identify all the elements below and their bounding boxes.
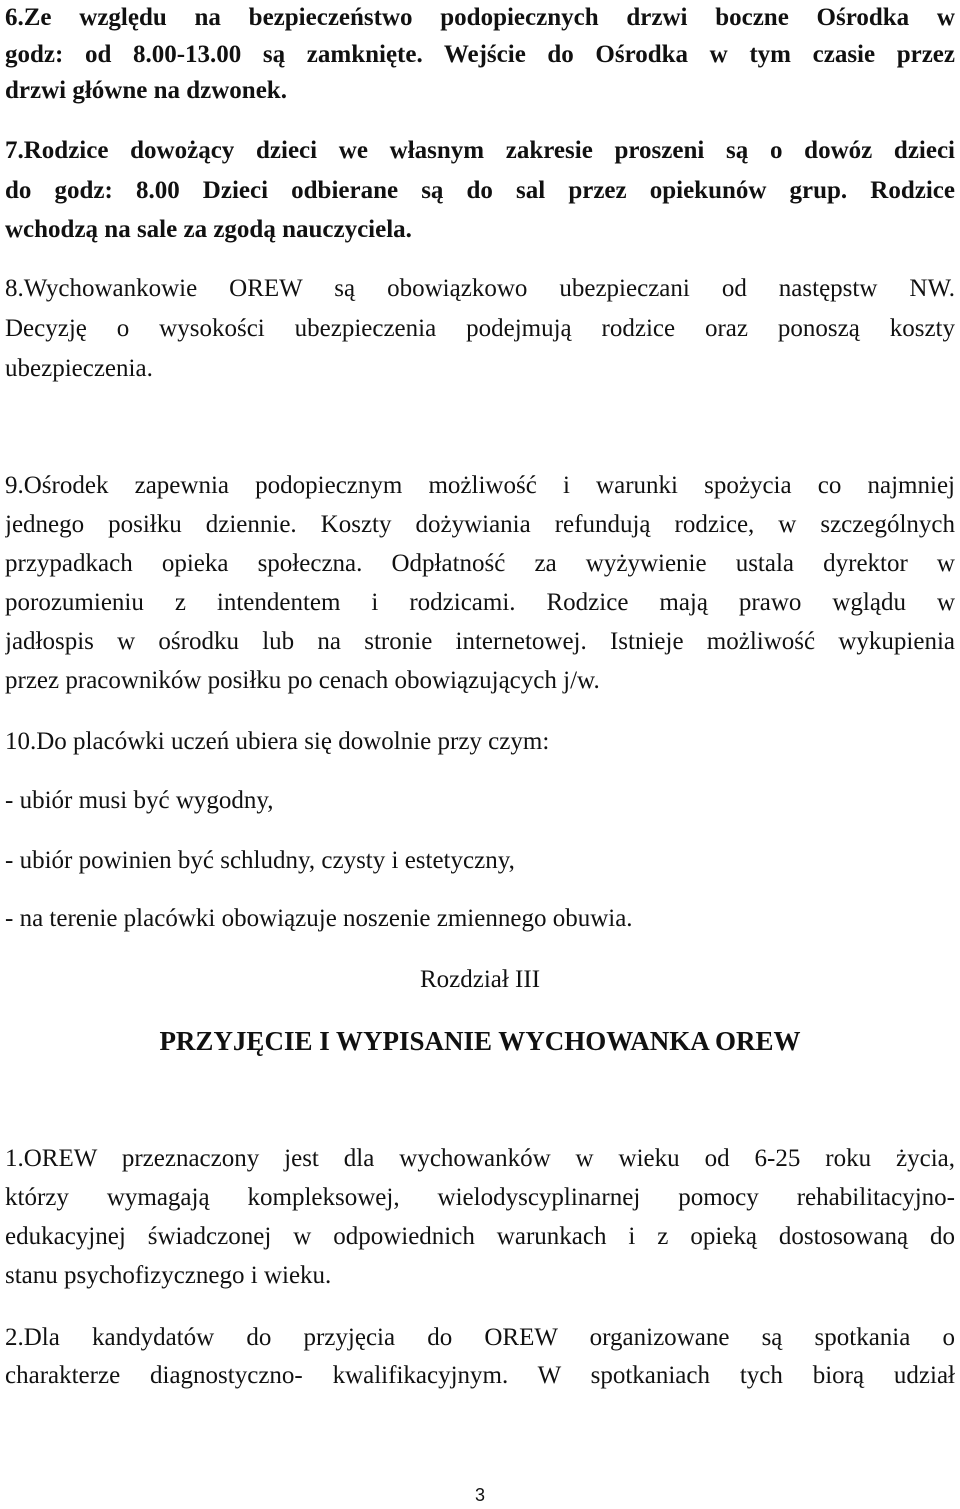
section-2-line-1: 2.Dla kandydatów do przyjęcia do OREW organizowane są spotkania o bbox=[5, 1324, 955, 1351]
item-10-intro: 10.Do placówki uczeń ubiera się dowolnie przy czym: bbox=[5, 728, 550, 755]
chapter-title: PRZYJĘCIE I WYPISANIE WYCHOWANKA OREW bbox=[159, 1026, 801, 1056]
item-8-line-2: Decyzję o wysokości ubezpieczenia podejmują rodzice oraz ponoszą koszty bbox=[5, 315, 955, 342]
item-9-line-4: porozumieniu z intendentem i rodzicami. Rodzice mają prawo wglądu w bbox=[5, 589, 955, 616]
item-6-line-1: 6.Ze względu na bezpieczeństwo podopiecznych drzwi boczne Ośrodka w bbox=[5, 4, 955, 31]
item-9-line-1: 9.Ośrodek zapewnia podopiecznym możliwość i warunki spożycia co najmniej bbox=[5, 472, 955, 499]
section-1-line-1: 1.OREW przeznaczony jest dla wychowanków w wieku od 6-25 roku życia, bbox=[5, 1145, 955, 1172]
bullet-comfortable: - ubiór musi być wygodny, bbox=[5, 787, 274, 814]
item-8-line-1: 8.Wychowankowie OREW są obowiązkowo ubezpieczani od następstw NW. bbox=[5, 275, 955, 302]
item-9-line-6: przez pracowników posiłku po cenach obowiązujących j/w. bbox=[5, 667, 600, 694]
section-1-line-4: stanu psychofizycznego i wieku. bbox=[5, 1262, 332, 1289]
bullet-tidy: - ubiór powinien być schludny, czysty i estetyczny, bbox=[5, 847, 515, 874]
section-1-line-3: edukacyjnej świadczonej w odpowiednich warunkach i z opieką dostosowaną do bbox=[5, 1223, 955, 1250]
item-7-line-2: do godz: 8.00 Dzieci odbierane są do sal przez opiekunów grup. Rodzice bbox=[5, 177, 955, 204]
item-6-line-2: godz: od 8.00-13.00 są zamknięte. Wejście do Ośrodka w tym czasie przez bbox=[5, 41, 955, 68]
page-number: 3 bbox=[474, 1485, 485, 1505]
item-7-line-3: wchodzą na sale za zgodą nauczyciela. bbox=[5, 216, 412, 243]
item-8-line-3: ubezpieczenia. bbox=[5, 355, 153, 382]
bullet-shoes: - na terenie placówki obowiązuje noszenie zmiennego obuwia. bbox=[5, 905, 633, 932]
chapter-number: Rozdział III bbox=[419, 966, 541, 993]
item-9-line-5: jadłospis w ośrodku lub na stronie internetowej. Istnieje możliwość wykupienia bbox=[5, 628, 955, 655]
item-9-line-3: przypadkach opieka społeczna. Odpłatność za wyżywienie ustala dyrektor w bbox=[5, 550, 955, 577]
section-2-line-2: charakterze diagnostyczno- kwalifikacyjnym. W spotkaniach tych biorą udział bbox=[5, 1362, 955, 1389]
section-1-line-2: którzy wymagają kompleksowej, wielodyscyplinarnej pomocy rehabilitacyjno- bbox=[5, 1184, 955, 1211]
item-9-line-2: jednego posiłku dziennie. Koszty dożywiania refundują rodzice, w szczególnych bbox=[5, 511, 955, 538]
item-7-line-1: 7.Rodzice dowożący dzieci we własnym zakresie proszeni są o dowóz dzieci bbox=[5, 137, 955, 164]
item-6-line-3: drzwi główne na dzwonek. bbox=[5, 77, 287, 104]
